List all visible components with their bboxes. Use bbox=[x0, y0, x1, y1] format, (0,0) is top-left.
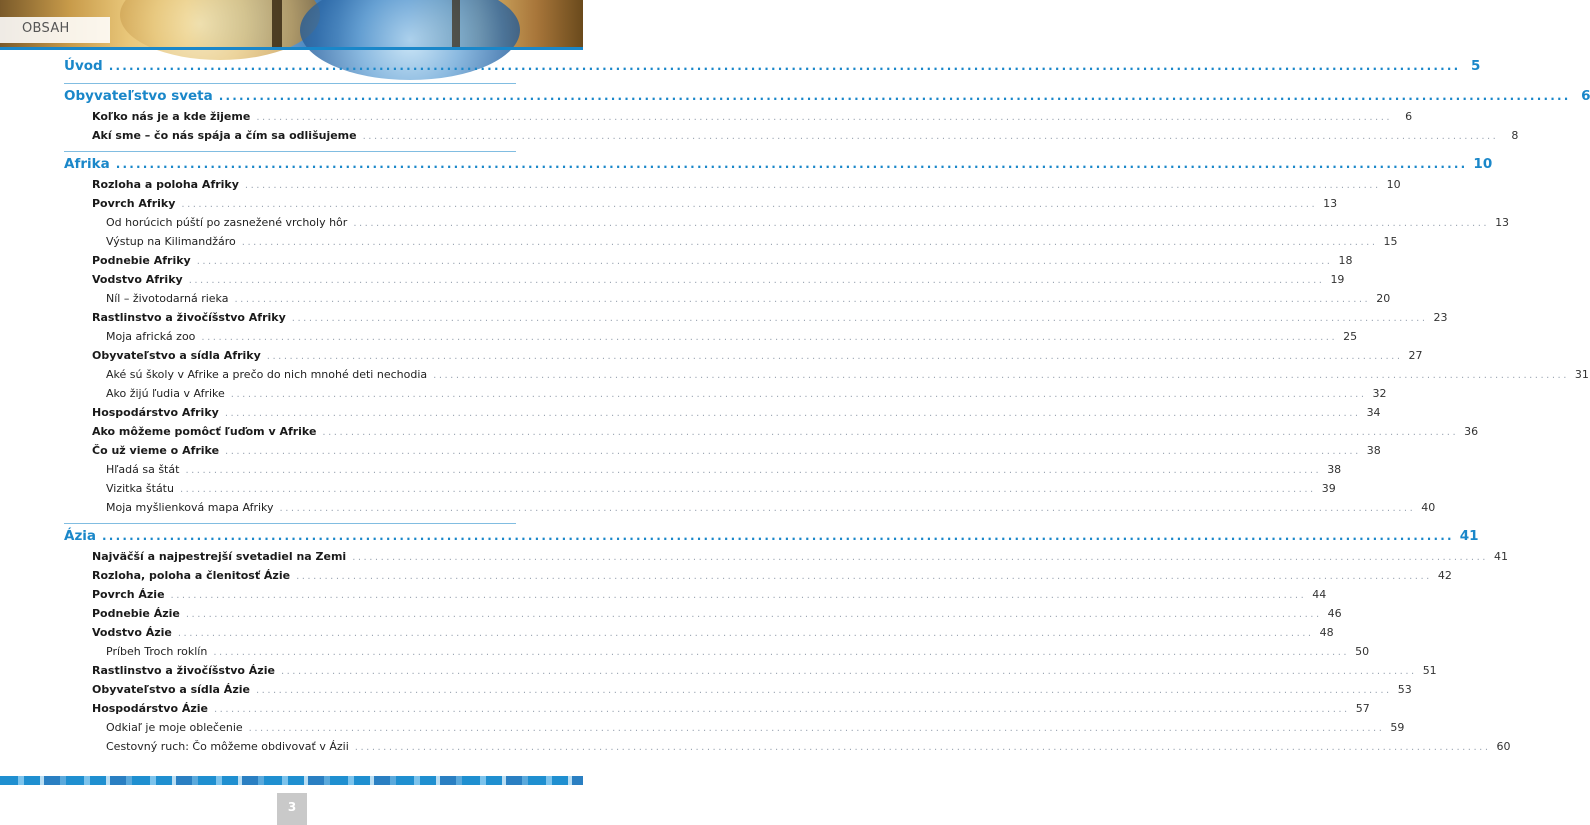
toc-leader-dots: ........................................................................................................................................................................................................ bbox=[362, 131, 1499, 142]
toc-title: Povrch Afriky bbox=[92, 197, 176, 210]
toc-page-number: 10 bbox=[1473, 156, 1493, 172]
toc-page-number: 36 bbox=[1464, 425, 1479, 438]
toc-leader-dots: ........................................................................................................................................................................................................ bbox=[177, 628, 1314, 639]
toc-entry[interactable] bbox=[64, 387, 1387, 405]
toc-title: Rozloha, poloha a členitosť Ázie bbox=[92, 569, 291, 582]
toc-title: Níl – životodarná rieka bbox=[106, 292, 229, 305]
toc-page-number: 41 bbox=[1493, 550, 1508, 563]
toc-entry[interactable] bbox=[64, 129, 1519, 147]
toc-page-number: 59 bbox=[1390, 721, 1405, 734]
toc-entry[interactable] bbox=[64, 740, 1511, 758]
toc-title: Afrika bbox=[64, 156, 110, 172]
toc-page-number: 53 bbox=[1397, 683, 1412, 696]
toc-entry[interactable] bbox=[64, 607, 1342, 625]
toc-title: Moja africká zoo bbox=[106, 330, 196, 343]
toc-page-number: 13 bbox=[1495, 216, 1510, 229]
toc-section[interactable] bbox=[64, 58, 1481, 80]
toc-title: Hospodárstvo Afriky bbox=[92, 406, 219, 419]
toc-title: Úvod bbox=[64, 58, 103, 74]
toc-page-number: 13 bbox=[1323, 197, 1338, 210]
globe-image bbox=[120, 0, 320, 60]
toc-entry[interactable] bbox=[64, 178, 1401, 196]
toc-leader-dots: ........................................................................................................................................................................................................ bbox=[352, 552, 1488, 563]
toc-title: Cestovný ruch: Čo môžeme obdivovať v Ázii bbox=[106, 740, 349, 753]
page-number: 3 bbox=[277, 793, 307, 825]
toc-entry[interactable] bbox=[64, 425, 1479, 443]
section-divider bbox=[64, 151, 516, 152]
toc-entry[interactable] bbox=[64, 273, 1345, 291]
toc-title: Povrch Ázie bbox=[92, 588, 165, 601]
toc-page-number: 18 bbox=[1338, 254, 1353, 267]
toc-entry[interactable] bbox=[64, 444, 1381, 462]
toc-leader-dots: ........................................................................................................................................................................................................ bbox=[185, 609, 1322, 620]
toc-leader-dots: ........................................................................................................................................................................................................ bbox=[248, 723, 1385, 734]
toc-entry[interactable] bbox=[64, 550, 1508, 568]
toc-title: Ázia bbox=[64, 528, 97, 544]
toc-page-number: 34 bbox=[1366, 406, 1381, 419]
toc-leader-dots: ........................................................................................................................................................................................................ bbox=[256, 112, 1393, 123]
toc-title: Príbeh Troch roklín bbox=[106, 645, 208, 658]
toc-section[interactable] bbox=[64, 88, 1590, 110]
section-label-box bbox=[0, 17, 110, 43]
toc-title: Hľadá sa štát bbox=[106, 463, 180, 476]
toc-page-number: 20 bbox=[1376, 292, 1391, 305]
toc-title: Rastlinstvo a živočíšstvo Afriky bbox=[92, 311, 286, 324]
toc-title: Podnebie Ázie bbox=[92, 607, 180, 620]
toc-title: Odkiaľ je moje oblečenie bbox=[106, 721, 243, 734]
globe-stand bbox=[452, 0, 460, 50]
toc-page-number: 39 bbox=[1321, 482, 1336, 495]
toc-entry[interactable] bbox=[64, 645, 1370, 663]
toc-title: Vodstvo Afriky bbox=[92, 273, 183, 286]
toc-leader-dots: ........................................................................................................................................................................................................ bbox=[279, 503, 1416, 514]
toc-leader-dots: ........................................................................................................................................................................................................ bbox=[185, 465, 1322, 476]
toc-entry[interactable] bbox=[64, 683, 1412, 701]
toc-page-number: 15 bbox=[1383, 235, 1398, 248]
toc-leader-dots: ........................................................................................................................................................................................................ bbox=[255, 685, 1392, 696]
section-divider bbox=[64, 83, 516, 84]
toc-title: Rastlinstvo a živočíšstvo Ázie bbox=[92, 664, 275, 677]
toc-page-number: 48 bbox=[1319, 626, 1334, 639]
toc-leader-dots: ........................................................................................................................................................................................................ bbox=[188, 275, 1325, 286]
toc-title: Akí sme – čo nás spája a čím sa odlišujeme bbox=[92, 129, 357, 142]
toc-title: Obyvateľstvo a sídla Afriky bbox=[92, 349, 261, 362]
toc-title: Obyvateľstvo a sídla Ázie bbox=[92, 683, 250, 696]
toc-leader-dots: ........................................................................................................................................................................................................ bbox=[322, 427, 1459, 438]
toc-entry[interactable] bbox=[64, 463, 1342, 481]
footer-band bbox=[0, 776, 583, 785]
toc-entry[interactable] bbox=[64, 292, 1391, 310]
toc-page-number: 5 bbox=[1471, 58, 1481, 74]
toc-title: Vizitka štátu bbox=[106, 482, 174, 495]
header-banner bbox=[0, 0, 583, 50]
toc-page-number: 38 bbox=[1366, 444, 1381, 457]
toc-leader-dots: ........................................................................................................................................................................................................ bbox=[354, 742, 1491, 753]
toc-entry[interactable] bbox=[64, 235, 1398, 253]
toc-leader-dots: ........................................................................................................................................................................................................ bbox=[296, 571, 1432, 582]
toc-title: Vodstvo Ázie bbox=[92, 626, 172, 639]
toc-entry[interactable] bbox=[64, 330, 1358, 348]
section-label: OBSAH bbox=[22, 21, 70, 36]
toc-entry[interactable] bbox=[64, 254, 1353, 272]
toc-page-number: 38 bbox=[1327, 463, 1342, 476]
toc-leader-dots: ........................................................................................................................................................................................................ bbox=[353, 218, 1490, 229]
toc-page-number: 51 bbox=[1422, 664, 1437, 677]
toc-page-number: 31 bbox=[1574, 368, 1589, 381]
toc-entry[interactable] bbox=[64, 482, 1336, 500]
toc-leader-dots: ........................................................................................................................................................................................................ bbox=[241, 237, 1378, 248]
toc-leader-dots: ........................................................................................................................................................................................................ bbox=[266, 351, 1403, 362]
toc-leader-dots: ........................................................................................................................................................................................................ bbox=[213, 647, 1350, 658]
toc-entry[interactable] bbox=[64, 569, 1452, 587]
toc-entry[interactable] bbox=[64, 197, 1338, 215]
toc-leader-dots: ........................................................................................................................................................................................................ bbox=[234, 294, 1371, 305]
toc-leader-dots: ........................................................................................................................................................................................................ bbox=[433, 370, 1569, 381]
toc-entry[interactable] bbox=[64, 588, 1327, 606]
toc-page-number: 19 bbox=[1330, 273, 1345, 286]
toc-entry[interactable] bbox=[64, 110, 1413, 128]
toc-page-number: 44 bbox=[1312, 588, 1327, 601]
toc-leader-dots: ........................................................................................................................................................................................................ bbox=[108, 59, 1461, 73]
toc-leader-dots: ........................................................................................................................................................................................................ bbox=[280, 666, 1417, 677]
toc-leader-dots: ........................................................................................................................................................................................................ bbox=[115, 157, 1468, 171]
toc-title: Moja myšlienková mapa Afriky bbox=[106, 501, 274, 514]
toc-entry[interactable] bbox=[64, 721, 1405, 739]
toc-page-number: 40 bbox=[1421, 501, 1436, 514]
toc-title: Ako môžeme pomôcť ľuďom v Afrike bbox=[92, 425, 317, 438]
toc-page-number: 57 bbox=[1355, 702, 1370, 715]
toc-title: Čo už vieme o Afrike bbox=[92, 444, 220, 457]
toc-title: Od horúcich púští po zasnežené vrcholy hôr bbox=[106, 216, 348, 229]
toc-entry[interactable] bbox=[64, 702, 1370, 720]
toc-entry[interactable] bbox=[64, 216, 1510, 234]
toc-page-number: 27 bbox=[1408, 349, 1423, 362]
toc-leader-dots: ........................................................................................................................................................................................................ bbox=[181, 199, 1318, 210]
toc-leader-dots: ........................................................................................................................................................................................................ bbox=[170, 590, 1307, 601]
toc-section[interactable] bbox=[64, 528, 1479, 550]
toc-entry[interactable] bbox=[64, 406, 1381, 424]
toc-entry[interactable] bbox=[64, 626, 1334, 644]
toc-page-number: 60 bbox=[1496, 740, 1511, 753]
toc-leader-dots: ........................................................................................................................................................................................................ bbox=[218, 89, 1571, 103]
toc-leader-dots: ........................................................................................................................................................................................................ bbox=[224, 408, 1361, 419]
toc-leader-dots: ........................................................................................................................................................................................................ bbox=[291, 313, 1428, 324]
toc-entry[interactable] bbox=[64, 501, 1436, 519]
toc-page-number: 41 bbox=[1459, 528, 1479, 544]
toc-leader-dots: ........................................................................................................................................................................................................ bbox=[213, 704, 1350, 715]
toc-page-number: 46 bbox=[1327, 607, 1342, 620]
toc-page-number: 10 bbox=[1386, 178, 1401, 191]
toc-leader-dots: ........................................................................................................................................................................................................ bbox=[196, 256, 1333, 267]
toc-page-number: 8 bbox=[1511, 129, 1519, 142]
toc-section[interactable] bbox=[64, 156, 1493, 178]
toc-leader-dots: ........................................................................................................................................................................................................ bbox=[225, 446, 1361, 457]
toc-title: Výstup na Kilimandžáro bbox=[106, 235, 236, 248]
toc-leader-dots: ........................................................................................................................................................................................................ bbox=[201, 332, 1338, 343]
toc-entry[interactable] bbox=[64, 349, 1423, 367]
toc-page-number: 42 bbox=[1437, 569, 1452, 582]
toc-page-number: 6 bbox=[1405, 110, 1413, 123]
toc-leader-dots: ........................................................................................................................................................................................................ bbox=[230, 389, 1367, 400]
toc-page-number: 6 bbox=[1581, 88, 1590, 104]
toc-title: Najväčší a najpestrejší svetadiel na Zemi bbox=[92, 550, 347, 563]
toc-title: Hospodárstvo Ázie bbox=[92, 702, 208, 715]
toc-entry[interactable] bbox=[64, 368, 1589, 386]
toc-title: Aké sú školy v Afrike a prečo do nich mnohé deti nechodia bbox=[106, 368, 428, 381]
toc-title: Koľko nás je a kde žijeme bbox=[92, 110, 251, 123]
toc-page-number: 23 bbox=[1433, 311, 1448, 324]
toc-leader-dots: ........................................................................................................................................................................................................ bbox=[102, 529, 1454, 543]
section-divider bbox=[64, 523, 516, 524]
toc-title: Obyvateľstvo sveta bbox=[64, 88, 213, 104]
toc-leader-dots: ........................................................................................................................................................................................................ bbox=[244, 180, 1381, 191]
toc-page-number: 32 bbox=[1372, 387, 1387, 400]
toc-entry[interactable] bbox=[64, 311, 1448, 329]
toc-title: Podnebie Afriky bbox=[92, 254, 191, 267]
toc-leader-dots: ........................................................................................................................................................................................................ bbox=[179, 484, 1316, 495]
toc-title: Rozloha a poloha Afriky bbox=[92, 178, 239, 191]
toc-page-number: 50 bbox=[1355, 645, 1370, 658]
globe-stand bbox=[272, 0, 282, 50]
toc-entry[interactable] bbox=[64, 664, 1437, 682]
toc-page-number: 25 bbox=[1343, 330, 1358, 343]
toc-title: Ako žijú ľudia v Afrike bbox=[106, 387, 225, 400]
header-rule bbox=[0, 47, 583, 50]
